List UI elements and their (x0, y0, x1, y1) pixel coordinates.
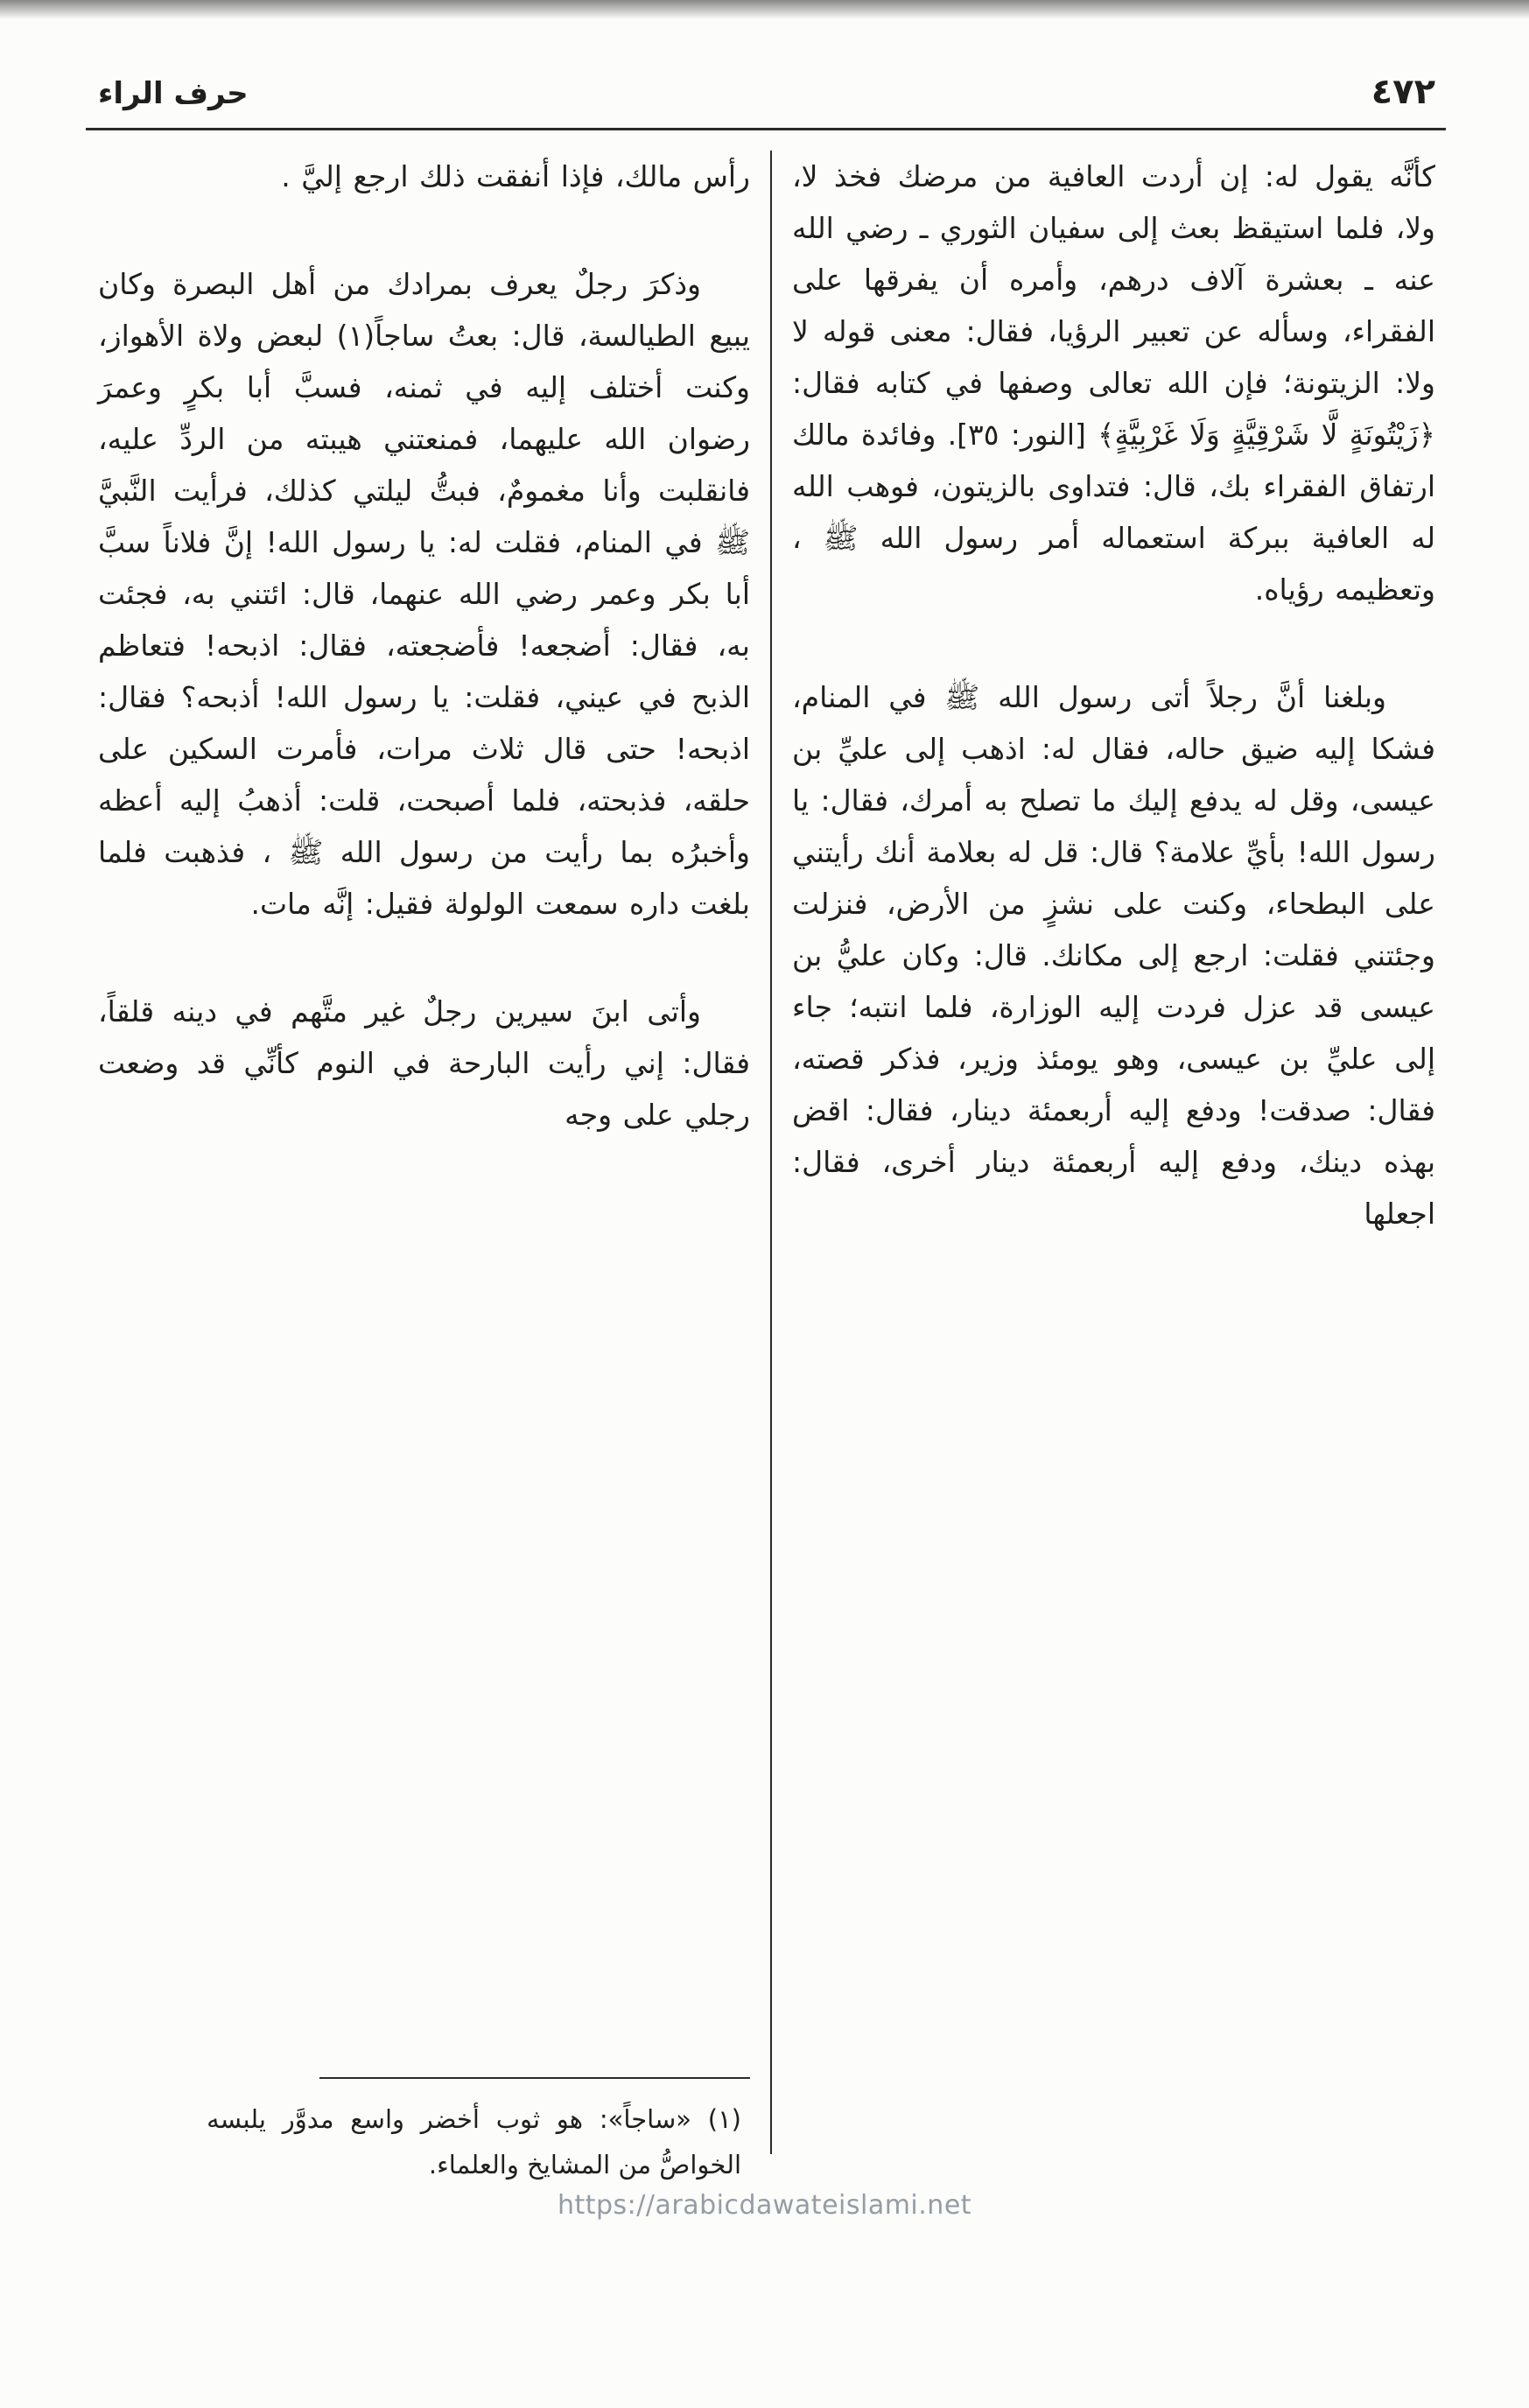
page-number: ٤٧٢ (1371, 72, 1435, 112)
paragraph: كأنَّه يقول له: إن أردت العافية من مرضك فخذ لا، ولا، فلما استيقظ بعث إلى سفيان الثوري ـ رضي الله عنه ـ بعشرة آلاف درهم، وأمره أن يفرقها على الفقراء، وسأله عن تعبير الرؤيا، فقال: معنى قوله لا ولا: الزيتونة؛ فإن الله تعالى وصفها في كتابه فقال: ﴿زَيْتُونَةٍ لَّا شَرْقِيَّةٍ وَلَا غَرْبِيَّةٍ﴾ [النور: ٣٥]. وفائدة مالك ارتفاق الفقراء بك، قال: فتداوى بالزيتون، فوهب الله له العافية ببركة استعماله أمر رسول الله ﷺ ، وتعظيمه رؤياه. (792, 159, 1435, 607)
scan-edge-shadow (0, 0, 1529, 19)
right-column (792, 151, 1435, 2154)
paragraph: وأتى ابنَ سيرين رجلٌ غير متَّهم في دينه قلقاً، فقال: إني رأيت البارحة في النوم كأنِّي قد وضعت رجلي على وجه (98, 994, 750, 1132)
paragraph: رأس مالك، فإذا أنفقت ذلك ارجع إليَّ . (281, 159, 750, 193)
paragraph: وذكرَ رجلٌ يعرف بمرادك من أهل البصرة وكان يبيع الطيالسة، قال: بعتُ ساجاً(١) لبعض ولاة الأهواز، وكنت أختلف إليه في ثمنه، فسبَّ أبا بكرٍ وعمرَ رضوان الله عليهما، فمنعتني هيبته من الردِّ عليه، فانقلبت وأنا مغمومٌ، فبتُّ ليلتي كذلك، فرأيت النَّبيَّ ﷺ في المنام، فقلت له: يا رسول الله! إنَّ فلاناً سبَّ أبا بكر وعمر رضي الله عنهما، قال: ائتني به، فجئت به، فقال: أضجعه! فأضجعته، فقال: اذبحه! فتعاظم الذبح في عيني، فقلت: يا رسول الله! أذبحه؟ فقال: اذبحه! حتى قال ثلاث مرات، فأمرت السكين على حلقه، فذبحته، فلما أصبحت، قلت: أذهبُ إليه أعظه وأخبرُه بما رأيت من رسول الله ﷺ ، فذهبت فلما بلغت داره سمعت الولولة فقيل: إنَّه مات. (98, 267, 751, 921)
header-divider-rule (86, 128, 1446, 130)
paragraph: وبلغنا أنَّ رجلاً أتى رسول الله ﷺ في المنام، فشكا إليه ضيق حاله، فقال له: اذهب إلى عليِّ بن عيسى، وقل له يدفع إليك ما تصلح به أمرك، فقال: يا رسول الله! بأيِّ علامة؟ قال: قل له بعلامة أنك رأيتني على البطحاء، وكنت على نشزٍ من الأرض، فنزلت وجئتني فقلت: ارجع إلى مكانك. قال: وكان عليُّ بن عيسى قد عزل فردت إليه الوزارة، فلما انتبه؛ جاء إلى عليِّ بن عيسى، وهو يومئذ وزير، فذكر قصته، فقال: صدقت! ودفع إليه أربعمئة دينار، فقال: اقض بهذه دينك، ودفع إليه أربعمئة دينار أخرى، فقال: اجعلها (792, 680, 1435, 1231)
page-header (98, 72, 1435, 112)
footnote (98, 2077, 750, 2187)
page-body (98, 151, 1435, 2154)
chapter-title: حرف الراء (98, 76, 249, 111)
watermark-url: https://arabicdawateislami.net (557, 2190, 972, 2221)
column-divider-rule (770, 151, 772, 2154)
footnote-separator-rule (319, 2077, 750, 2079)
footnote-text: (١) «ساجاً»: هو ثوب أخضر واسع مدوَّر يلبسه الخواصُّ من المشايخ والعلماء. (207, 2104, 741, 2180)
left-column (98, 151, 750, 2154)
